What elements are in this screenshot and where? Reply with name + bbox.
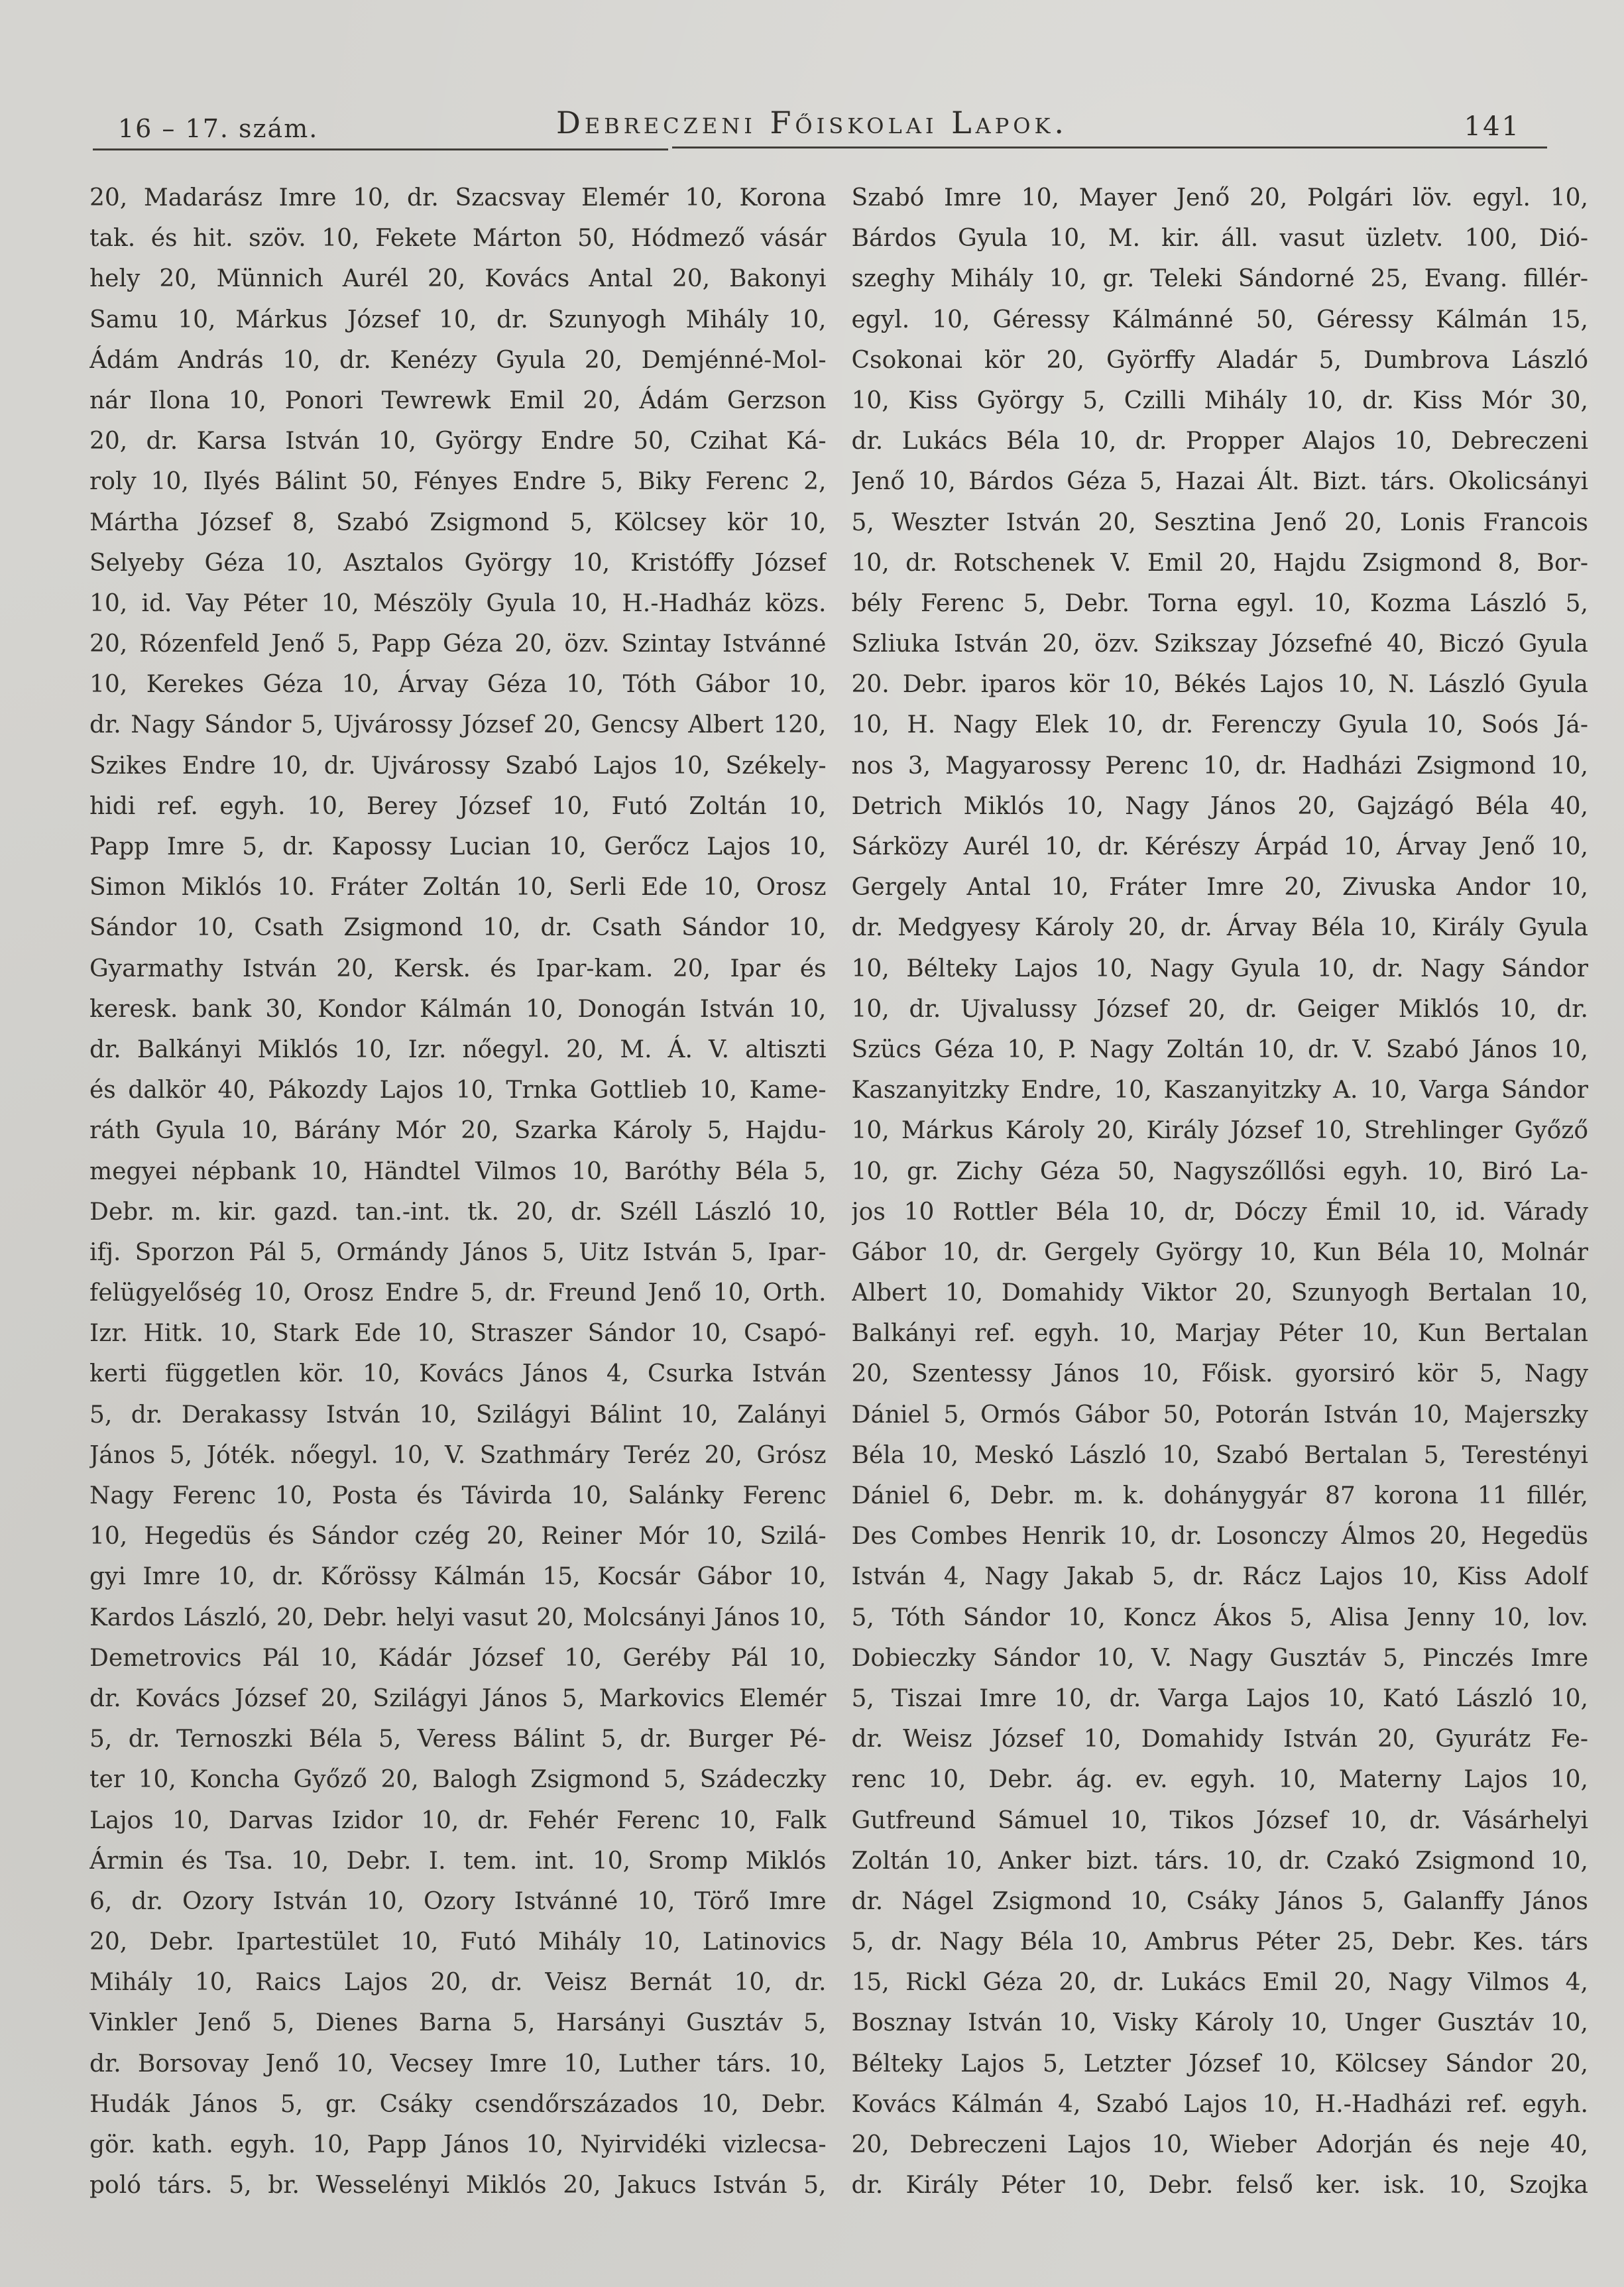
- text-line: felügyelőség 10, Orosz Endre 5, dr. Freund Jenő 10, Orth.: [89, 1279, 827, 1307]
- text-line: nár Ilona 10, Ponori Tewrewk Emil 20, Ádám Gerzson: [89, 386, 827, 414]
- text-line: dr. Király Péter 10, Debr. felső ker. isk. 10, Szojka: [851, 2172, 1588, 2199]
- text-line: 5, dr. Ternoszki Béla 5, Veress Bálint 5, dr. Burger Pé-: [89, 1726, 827, 1753]
- text-line: dr. Lukács Béla 10, dr. Propper Alajos 10, Debreczeni: [851, 428, 1588, 455]
- text-line: 6, dr. Ozory István 10, Ozory Istvánné 10, Törő Imre: [89, 1887, 827, 1915]
- text-line: 10, Márkus Károly 20, Király József 10, Strehlinger Győző: [851, 1117, 1588, 1145]
- text-line: Mártha József 8, Szabó Zsigmond 5, Kölcsey kör 10,: [89, 508, 827, 536]
- text-line: Jenő 10, Bárdos Géza 5, Hazai Ált. Bizt. társ. Okolicsányi: [851, 468, 1588, 496]
- text-line: Papp Imre 5, dr. Kapossy Lucian 10, Gerőcz Lajos 10,: [89, 833, 827, 860]
- text-line: ráth Gyula 10, Bárány Mór 20, Szarka Károly 5, Hajdu-: [89, 1117, 827, 1145]
- text-line: 10, gr. Zichy Géza 50, Nagyszőllősi egyh. 10, Biró La-: [851, 1157, 1588, 1185]
- text-line: 5, Tóth Sándor 10, Koncz Ákos 5, Alisa Jenny 10, lov.: [851, 1604, 1588, 1631]
- text-line: 15, Rickl Géza 20, dr. Lukács Emil 20, Nagy Vilmos 4,: [851, 1969, 1588, 1997]
- text-line: Hudák János 5, gr. Csáky csendőrszázados 10, Debr.: [89, 2090, 827, 2118]
- text-line: Des Combes Henrik 10, dr. Losonczy Álmos 20, Hegedüs: [851, 1523, 1588, 1551]
- text-line: Zoltán 10, Anker bizt. társ. 10, dr. Czakó Zsigmond 10,: [851, 1847, 1588, 1875]
- text-line: Detrich Miklós 10, Nagy János 20, Gajzágó Béla 40,: [851, 792, 1588, 820]
- text-line: Kardos László, 20, Debr. helyi vasut 20, Molcsányi János 10,: [89, 1604, 827, 1631]
- text-line: Bosznay István 10, Visky Károly 10, Unger Gusztáv 10,: [851, 2009, 1588, 2037]
- text-line: 10, Hegedüs és Sándor czég 20, Reiner Mór 10, Szilá-: [89, 1523, 827, 1551]
- text-line: kerti független kör. 10, Kovács János 4, Csurka István: [89, 1360, 827, 1388]
- text-line: Lajos 10, Darvas Izidor 10, dr. Fehér Ferenc 10, Falk: [89, 1806, 827, 1834]
- text-line: 5, dr. Derakassy István 10, Szilágyi Bálint 10, Zalányi: [89, 1401, 827, 1429]
- text-line: Vinkler Jenő 5, Dienes Barna 5, Harsányi Gusztáv 5,: [89, 2009, 827, 2037]
- text-line: 10, Kiss György 5, Czilli Mihály 10, dr. Kiss Mór 30,: [851, 386, 1588, 414]
- text-line: 20. Debr. iparos kör 10, Békés Lajos 10, N. László Gyula: [851, 671, 1588, 699]
- text-line: Dániel 5, Ormós Gábor 50, Potorán István 10, Majerszky: [851, 1401, 1588, 1429]
- text-line: Balkányi ref. egyh. 10, Marjay Péter 10, Kun Bertalan: [851, 1320, 1588, 1348]
- text-line: gyi Imre 10, dr. Kőrössy Kálmán 15, Kocsár Gábor 10,: [89, 1563, 827, 1591]
- text-line: poló társ. 5, br. Wesselényi Miklós 20, Jakucs István 5,: [89, 2172, 827, 2199]
- page-number: 141: [1464, 111, 1521, 142]
- text-line: Ármin és Tsa. 10, Debr. I. tem. int. 10, Sromp Miklós: [89, 1847, 827, 1875]
- text-line: megyei népbank 10, Händtel Vilmos 10, Baróthy Béla 5,: [89, 1157, 827, 1185]
- text-line: bély Ferenc 5, Debr. Torna egyl. 10, Kozma László 5,: [851, 589, 1588, 617]
- text-line: Ádám András 10, dr. Kenézy Gyula 20, Demjénné-Mol-: [89, 346, 827, 374]
- text-line: tak. és hit. szöv. 10, Fekete Márton 50, Hódmező vásár: [89, 225, 827, 253]
- text-line: Debr. m. kir. gazd. tan.-int. tk. 20, dr. Széll László 10,: [89, 1198, 827, 1226]
- text-line: dr. Nagy Sándor 5, Ujvárossy József 20, Gencsy Albert 120,: [89, 711, 827, 739]
- text-line: Béla 10, Meskó László 10, Szabó Bertalan 5, Terestényi: [851, 1441, 1588, 1469]
- text-line: Samu 10, Márkus József 10, dr. Szunyogh Mihály 10,: [89, 306, 827, 333]
- text-line: dr. Medgyesy Károly 20, dr. Árvay Béla 10, Király Gyula: [851, 914, 1588, 942]
- text-line: Mihály 10, Raics Lajos 20, dr. Veisz Bernát 10, dr.: [89, 1969, 827, 1997]
- text-line: 20, Rózenfeld Jenő 5, Papp Géza 20, özv. Szintay Istvánné: [89, 630, 827, 658]
- text-line: Sándor 10, Csath Zsigmond 10, dr. Csath Sándor 10,: [89, 914, 827, 942]
- text-line: 10, id. Vay Péter 10, Mészöly Gyula 10, H.-Hadház közs.: [89, 589, 827, 617]
- text-line: Albert 10, Domahidy Viktor 20, Szunyogh Bertalan 10,: [851, 1279, 1588, 1307]
- text-line: 20, Madarász Imre 10, dr. Szacsvay Elemér 10, Korona: [89, 184, 827, 211]
- text-line: 5, dr. Nagy Béla 10, Ambrus Péter 25, Debr. Kes. társ: [851, 1928, 1588, 1956]
- text-line: roly 10, Ilyés Bálint 50, Fényes Endre 5, Biky Ferenc 2,: [89, 468, 827, 496]
- header-rule-right: [672, 147, 1547, 148]
- text-line: Dániel 6, Debr. m. k. dohánygyár 87 korona 11 fillér,: [851, 1482, 1588, 1509]
- text-line: Szikes Endre 10, dr. Ujvárossy Szabó Lajos 10, Székely-: [89, 752, 827, 780]
- text-line: Selyeby Géza 10, Asztalos György 10, Kristóffy József: [89, 549, 827, 577]
- text-line: jos 10 Rottler Béla 10, dr, Dóczy Émil 10, id. Várady: [851, 1198, 1588, 1226]
- text-line: 5, Tiszai Imre 10, dr. Varga Lajos 10, Kató László 10,: [851, 1684, 1588, 1712]
- text-line: 20, Debr. Ipartestület 10, Futó Mihály 10, Latinovics: [89, 1928, 827, 1956]
- text-line: Sárközy Aurél 10, dr. Kérészy Árpád 10, Árvay Jenő 10,: [851, 833, 1588, 860]
- text-line: Izr. Hitk. 10, Stark Ede 10, Straszer Sándor 10, Csapó-: [89, 1320, 827, 1348]
- text-line: Csokonai kör 20, Györffy Aladár 5, Dumbrova László: [851, 346, 1588, 374]
- text-line: Simon Miklós 10. Fráter Zoltán 10, Serli Ede 10, Orosz: [89, 874, 827, 902]
- text-line: Nagy Ferenc 10, Posta és Távirda 10, Salánky Ferenc: [89, 1482, 827, 1509]
- text-line: hidi ref. egyh. 10, Berey József 10, Futó Zoltán 10,: [89, 792, 827, 820]
- text-line: 20, Debreczeni Lajos 10, Wieber Adorján és neje 40,: [851, 2131, 1588, 2158]
- text-line: Bélteky Lajos 5, Letzter József 10, Kölcsey Sándor 20,: [851, 2050, 1588, 2078]
- text-line: Szliuka István 20, özv. Szikszay Józsefné 40, Biczó Gyula: [851, 630, 1588, 658]
- text-line: Gutfreund Sámuel 10, Tikos József 10, dr. Vásárhelyi: [851, 1806, 1588, 1834]
- text-line: 5, Weszter István 20, Sesztina Jenő 20, Lonis Francois: [851, 508, 1588, 536]
- issue-number: 16 – 17. szám.: [118, 114, 319, 143]
- text-line: 20, dr. Karsa István 10, György Endre 50, Czihat Ká-: [89, 428, 827, 455]
- text-line: Gábor 10, dr. Gergely György 10, Kun Béla 10, Molnár: [851, 1238, 1588, 1266]
- text-line: hely 20, Münnich Aurél 20, Kovács Antal 20, Bakonyi: [89, 265, 827, 293]
- text-line: dr. Nágel Zsigmond 10, Csáky János 5, Galanffy János: [851, 1887, 1588, 1915]
- text-line: egyl. 10, Géressy Kálmánné 50, Géressy Kálmán 15,: [851, 306, 1588, 333]
- text-line: 10, Bélteky Lajos 10, Nagy Gyula 10, dr. Nagy Sándor: [851, 955, 1588, 982]
- text-line: Dobieczky Sándor 10, V. Nagy Gusztáv 5, Pinczés Imre: [851, 1644, 1588, 1672]
- text-line: Gyarmathy István 20, Kersk. és Ipar-kam. 20, Ipar és: [89, 955, 827, 982]
- text-line: 10, Kerekes Géza 10, Árvay Géza 10, Tóth Gábor 10,: [89, 671, 827, 699]
- text-line: János 5, Jóték. nőegyl. 10, V. Szathmáry Teréz 20, Grósz: [89, 1441, 827, 1469]
- text-line: Szücs Géza 10, P. Nagy Zoltán 10, dr. V. Szabó János 10,: [851, 1035, 1588, 1063]
- text-line: 10, H. Nagy Elek 10, dr. Ferenczy Gyula 10, Soós Já-: [851, 711, 1588, 739]
- right-column: [852, 178, 1589, 2205]
- text-line: gör. kath. egyh. 10, Papp János 10, Nyirvidéki vizlecsa-: [89, 2131, 827, 2158]
- text-line: és dalkör 40, Pákozdy Lajos 10, Trnka Gottlieb 10, Kame-: [89, 1077, 827, 1104]
- text-line: dr. Kovács József 20, Szilágyi János 5, Markovics Elemér: [89, 1684, 827, 1712]
- text-line: Gergely Antal 10, Fráter Imre 20, Zivuska Andor 10,: [851, 874, 1588, 902]
- text-line: nos 3, Magyarossy Perenc 10, dr. Hadházi Zsigmond 10,: [851, 752, 1588, 780]
- text-columns: [89, 178, 1588, 2205]
- text-line: 10, dr. Ujvalussy József 20, dr. Geiger Miklós 10, dr.: [851, 995, 1588, 1023]
- text-line: dr. Balkányi Miklós 10, Izr. nőegyl. 20, M. Á. V. altiszti: [89, 1035, 827, 1063]
- text-line: ifj. Sporzon Pál 5, Ormándy János 5, Uitz István 5, Ipar-: [89, 1238, 827, 1266]
- text-line: dr. Borsovay Jenő 10, Vecsey Imre 10, Luther társ. 10,: [89, 2050, 827, 2078]
- header-rule-left: [93, 148, 668, 150]
- text-line: Bárdos Gyula 10, M. kir. áll. vasut üzletv. 100, Dió-: [851, 225, 1588, 253]
- text-line: renc 10, Debr. ág. ev. egyh. 10, Materny Lajos 10,: [851, 1766, 1588, 1794]
- text-line: Szabó Imre 10, Mayer Jenő 20, Polgári löv. egyl. 10,: [851, 184, 1588, 211]
- text-line: keresk. bank 30, Kondor Kálmán 10, Donogán István 10,: [89, 995, 827, 1023]
- left-column: [89, 178, 827, 2205]
- journal-title: Debreczeni Főiskolai Lapok.: [555, 105, 1069, 141]
- text-line: 10, dr. Rotschenek V. Emil 20, Hajdu Zsigmond 8, Bor-: [851, 549, 1588, 577]
- text-line: dr. Weisz József 10, Domahidy István 20, Gyurátz Fe-: [851, 1726, 1588, 1753]
- text-line: Demetrovics Pál 10, Kádár József 10, Geréby Pál 10,: [89, 1644, 827, 1672]
- text-line: Kaszanyitzky Endre, 10, Kaszanyitzky A. 10, Varga Sándor: [851, 1077, 1588, 1104]
- text-line: István 4, Nagy Jakab 5, dr. Rácz Lajos 10, Kiss Adolf: [851, 1563, 1588, 1591]
- text-line: Kovács Kálmán 4, Szabó Lajos 10, H.-Hadházi ref. egyh.: [851, 2090, 1588, 2118]
- text-line: ter 10, Koncha Győző 20, Balogh Zsigmond 5, Szádeczky: [89, 1766, 827, 1794]
- text-line: 20, Szentessy János 10, Főisk. gyorsiró kör 5, Nagy: [851, 1360, 1588, 1388]
- text-line: szeghy Mihály 10, gr. Teleki Sándorné 25, Evang. fillér-: [851, 265, 1588, 293]
